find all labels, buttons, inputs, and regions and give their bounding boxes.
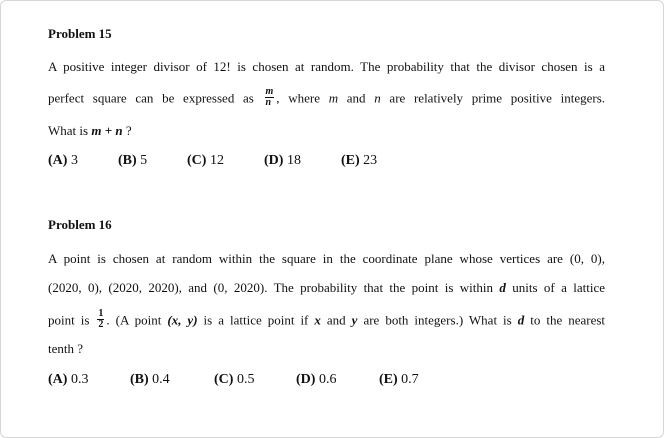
variable-n: n [374,90,381,106]
choice-d[interactable] [296,372,336,388]
choice-value: 23 [363,153,378,168]
fraction-denominator: 2 [98,319,104,330]
problem-16-line-3-text-c: is a lattice point if [203,312,309,328]
choice-value: 0.7 [401,372,419,387]
choice-b[interactable] [130,372,170,388]
choice-e[interactable] [341,153,377,169]
choice-letter: (B) [118,153,137,168]
expression-m-plus-n: m + n [91,123,123,138]
problem-15-line-2-text-b: , where [276,90,320,106]
problem-15-line-3 [48,123,132,139]
choice-letter: (C) [187,153,207,168]
variable-d-second: d [517,312,525,328]
fraction-denominator: n [265,97,272,108]
choice-value: 18 [286,153,301,168]
choice-letter: (D) [296,372,316,387]
problem-16-line-3 [48,308,606,332]
choice-letter: (A) [48,153,68,168]
problem-16-line-2-text-a: (2020, 0), (2020, 2020), and (0, 2020). The probability that the point is within [48,280,494,295]
problem-16-choices [48,372,608,392]
fraction-one-half [97,309,104,330]
problem-16-line-3-text-d: and [326,312,346,328]
problem-15-line-2 [48,86,606,110]
choice-value: 0.3 [70,372,89,387]
problem-15-line-3-text-a: What is [48,123,89,138]
problem-15-line-1: A positive integer divisor of 12! is chosen at random. The probability that the divisor chosen is a [48,59,605,74]
choice-d[interactable] [264,153,301,169]
variable-y: y [351,312,358,328]
choice-letter: (B) [130,372,149,387]
variable-x: x [314,312,321,328]
choice-e[interactable] [379,372,419,388]
choice-value: 0.4 [152,372,170,387]
choice-letter: (E) [379,372,398,387]
choice-value: 3 [70,153,78,168]
choice-a[interactable] [48,153,78,169]
lattice-point-xy: (x, y) [167,312,198,328]
fraction-numerator: m [265,86,274,97]
problem-16-line-4: tenth ? [48,341,84,356]
choice-value: 12 [209,153,224,168]
problem-15-line-3-text-b: ? [125,123,132,138]
fraction-numerator: 1 [98,308,104,319]
problem-16-title: Problem 16 [48,217,112,232]
choice-c[interactable] [214,372,254,388]
choice-a[interactable] [48,372,88,388]
problem-16-line-1: A point is chosen at random within the square in the coordinate plane whose vertices are (0, 0), [48,251,605,266]
choice-letter: (C) [214,372,234,387]
choice-b[interactable] [118,153,147,169]
choice-value: 5 [140,153,148,168]
problem-16-line-2-text-b: units of a lattice [512,280,606,295]
problem-16-line-3-text-f: to the nearest [530,312,606,328]
problem-16-line-3-text-a: point is [48,312,90,328]
problem-16-line-3-text-b: . (A point [106,312,162,328]
problem-16-line-3-text-e: are both integers.) What is [363,312,512,328]
choice-value: 0.5 [236,372,255,387]
variable-d: d [499,280,506,295]
problem-16-line-2 [48,280,605,296]
variable-m: m [328,90,339,106]
choice-letter: (D) [264,153,284,168]
choice-letter: (E) [341,153,360,168]
problem-15-line-2-text-c: and [346,90,366,106]
choice-c[interactable] [187,153,224,169]
problem-15-choices [48,153,608,173]
problem-15-line-2-text-d: are relatively prime positive integers. [389,90,606,106]
choice-value: 0.6 [318,372,337,387]
problem-15-title: Problem 15 [48,26,112,41]
problem-15-line-2-text-a: perfect square can be expressed as [48,90,254,106]
choice-letter: (A) [48,372,68,387]
fraction-m-over-n [265,87,275,108]
